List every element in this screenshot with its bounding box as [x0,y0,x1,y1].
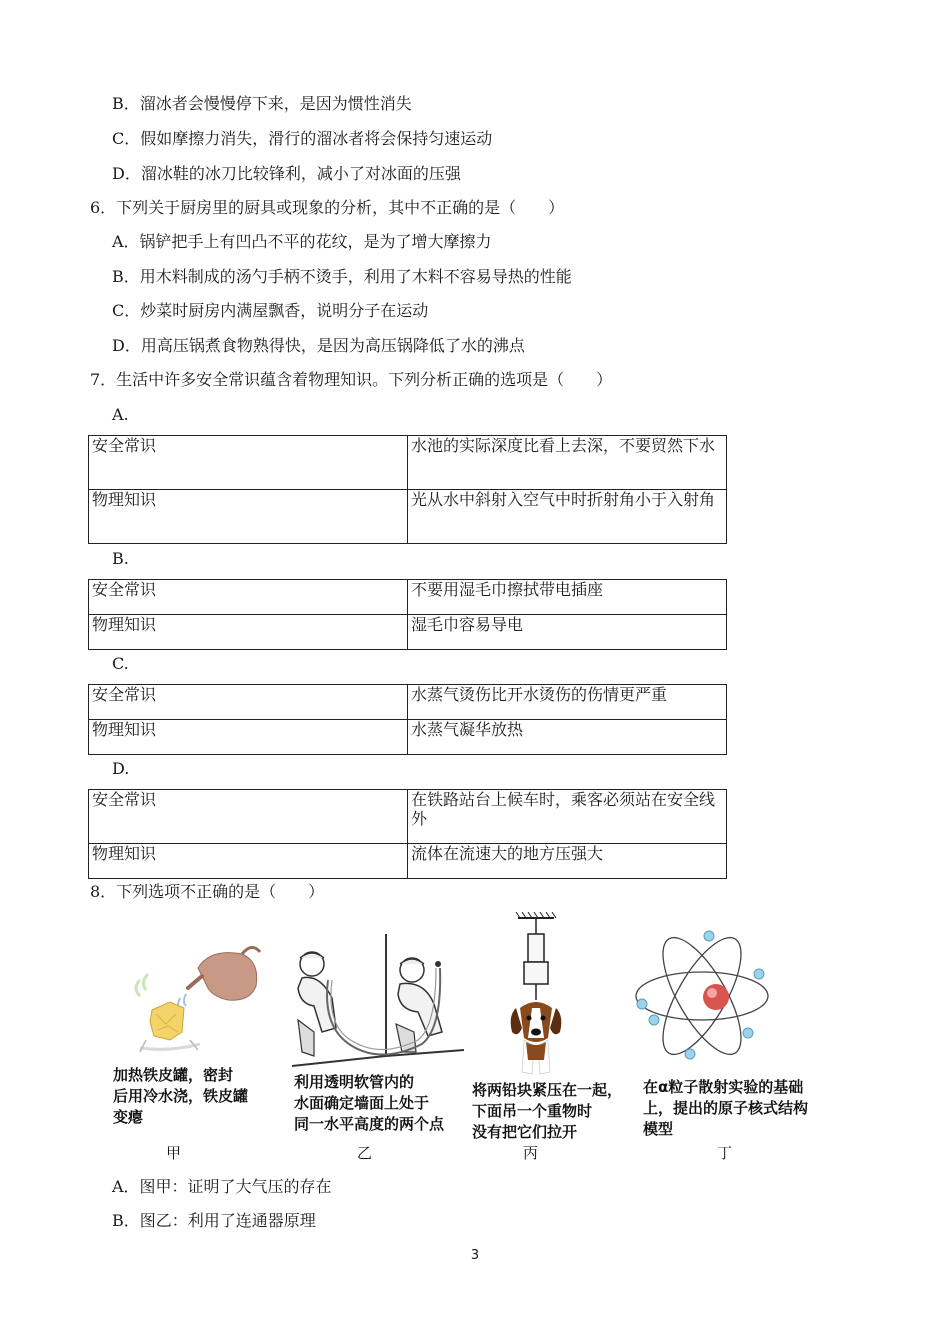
heated-can-figure [110,940,280,1060]
table-cell: 流体在流速大的地方压强大 [408,844,727,879]
q7-option-c-label: C. [112,654,129,673]
q7-table-b [88,579,727,650]
table-cell: 安全常识 [89,685,408,720]
table-cell: 湿毛巾容易导电 [408,615,727,650]
figure-bing-caption [472,1080,622,1143]
caption-line: 没有把它们拉开 [472,1123,578,1141]
caption-line: 利用透明软管内的 [294,1073,415,1091]
caption-line: 下面吊一个重物时 [472,1102,593,1120]
table-cell: 水蒸气凝华放热 [408,720,727,755]
table-cell: 在铁路站台上候车时，乘客必须站在安全线外 [408,790,727,844]
figure-yi-caption [294,1072,444,1135]
table-cell: 水蒸气烫伤比开水烫伤的伤情更严重 [408,685,727,720]
q5-option-d: D．溜冰鞋的冰刀比较锋利，减小了对冰面的压强 [112,164,461,183]
q6-option-d: D．用高压锅煮食物熟得快，是因为高压锅降低了水的沸点 [112,336,525,355]
q6-stem: 6．下列关于厨房里的厨具或现象的分析，其中不正确的是（ ） [90,198,565,217]
q7-option-a-label: A. [112,405,129,424]
table-cell: 物理知识 [89,844,408,879]
q6-option-c: C．炒菜时厨房内满屋飘香，说明分子在运动 [112,301,429,320]
table-cell: 光从水中斜射入空气中时折射角小于入射角 [408,490,727,544]
figure-label-yi: 乙 [357,1144,373,1162]
q7-table-d [88,789,727,879]
caption-line: 模型 [643,1120,674,1138]
q7-table-c [88,684,727,755]
table-cell: 安全常识 [89,790,408,844]
table-cell: 安全常识 [89,580,408,615]
table-cell: 物理知识 [89,490,408,544]
q8-option-a: A．图甲：证明了大气压的存在 [112,1177,332,1196]
figure-label-ding: 丁 [717,1144,733,1162]
q5-option-c: C．假如摩擦力消失，滑行的溜冰者将会保持匀速运动 [112,129,493,148]
q6-option-a: A．锅铲把手上有凹凸不平的花纹，是为了增大摩擦力 [112,232,492,251]
hose-level-figure [292,928,470,1070]
caption-line: 上，提出的原子核式结构 [643,1099,809,1117]
q8-option-b: B．图乙：利用了连通器原理 [112,1211,316,1230]
caption-line: 水面确定墙面上处于 [294,1094,430,1112]
q6-option-b: B．用木料制成的汤勺手柄不烫手，利用了木料不容易导热的性能 [112,267,572,286]
figure-jia-caption [113,1065,248,1128]
table-cell: 水池的实际深度比看上去深，不要贸然下水 [408,436,727,490]
page-number: 3 [470,1248,480,1263]
caption-line: 变瘪 [113,1108,144,1126]
q5-option-b: B．溜冰者会慢慢停下来，是因为惯性消失 [112,94,412,113]
table-cell: 安全常识 [89,436,408,490]
caption-line: 后用冷水浇，铁皮罐 [113,1087,249,1105]
q7-option-d-label: D. [112,759,130,778]
caption-line: 同一水平高度的两个点 [294,1115,445,1133]
lead-blocks-dog-figure [498,912,574,1080]
q8-stem: 8．下列选项不正确的是（ ） [90,882,325,901]
caption-line: 将两铅块紧压在一起， [472,1081,623,1099]
q7-option-b-label: B. [112,549,129,568]
table-cell: 物理知识 [89,615,408,650]
figure-label-bing: 丙 [523,1144,539,1162]
atom-model-figure [632,926,772,1066]
q7-stem: 7．生活中许多安全常识蕴含着物理知识。下列分析正确的选项是（ ） [90,370,613,389]
table-cell: 物理知识 [89,720,408,755]
caption-line: 加热铁皮罐，密封 [113,1066,234,1084]
figure-ding-caption [643,1077,808,1140]
table-cell: 不要用湿毛巾擦拭带电插座 [408,580,727,615]
q7-table-a [88,435,727,544]
figure-label-jia: 甲 [166,1144,182,1162]
caption-line: 在α粒子散射实验的基础 [643,1078,804,1096]
